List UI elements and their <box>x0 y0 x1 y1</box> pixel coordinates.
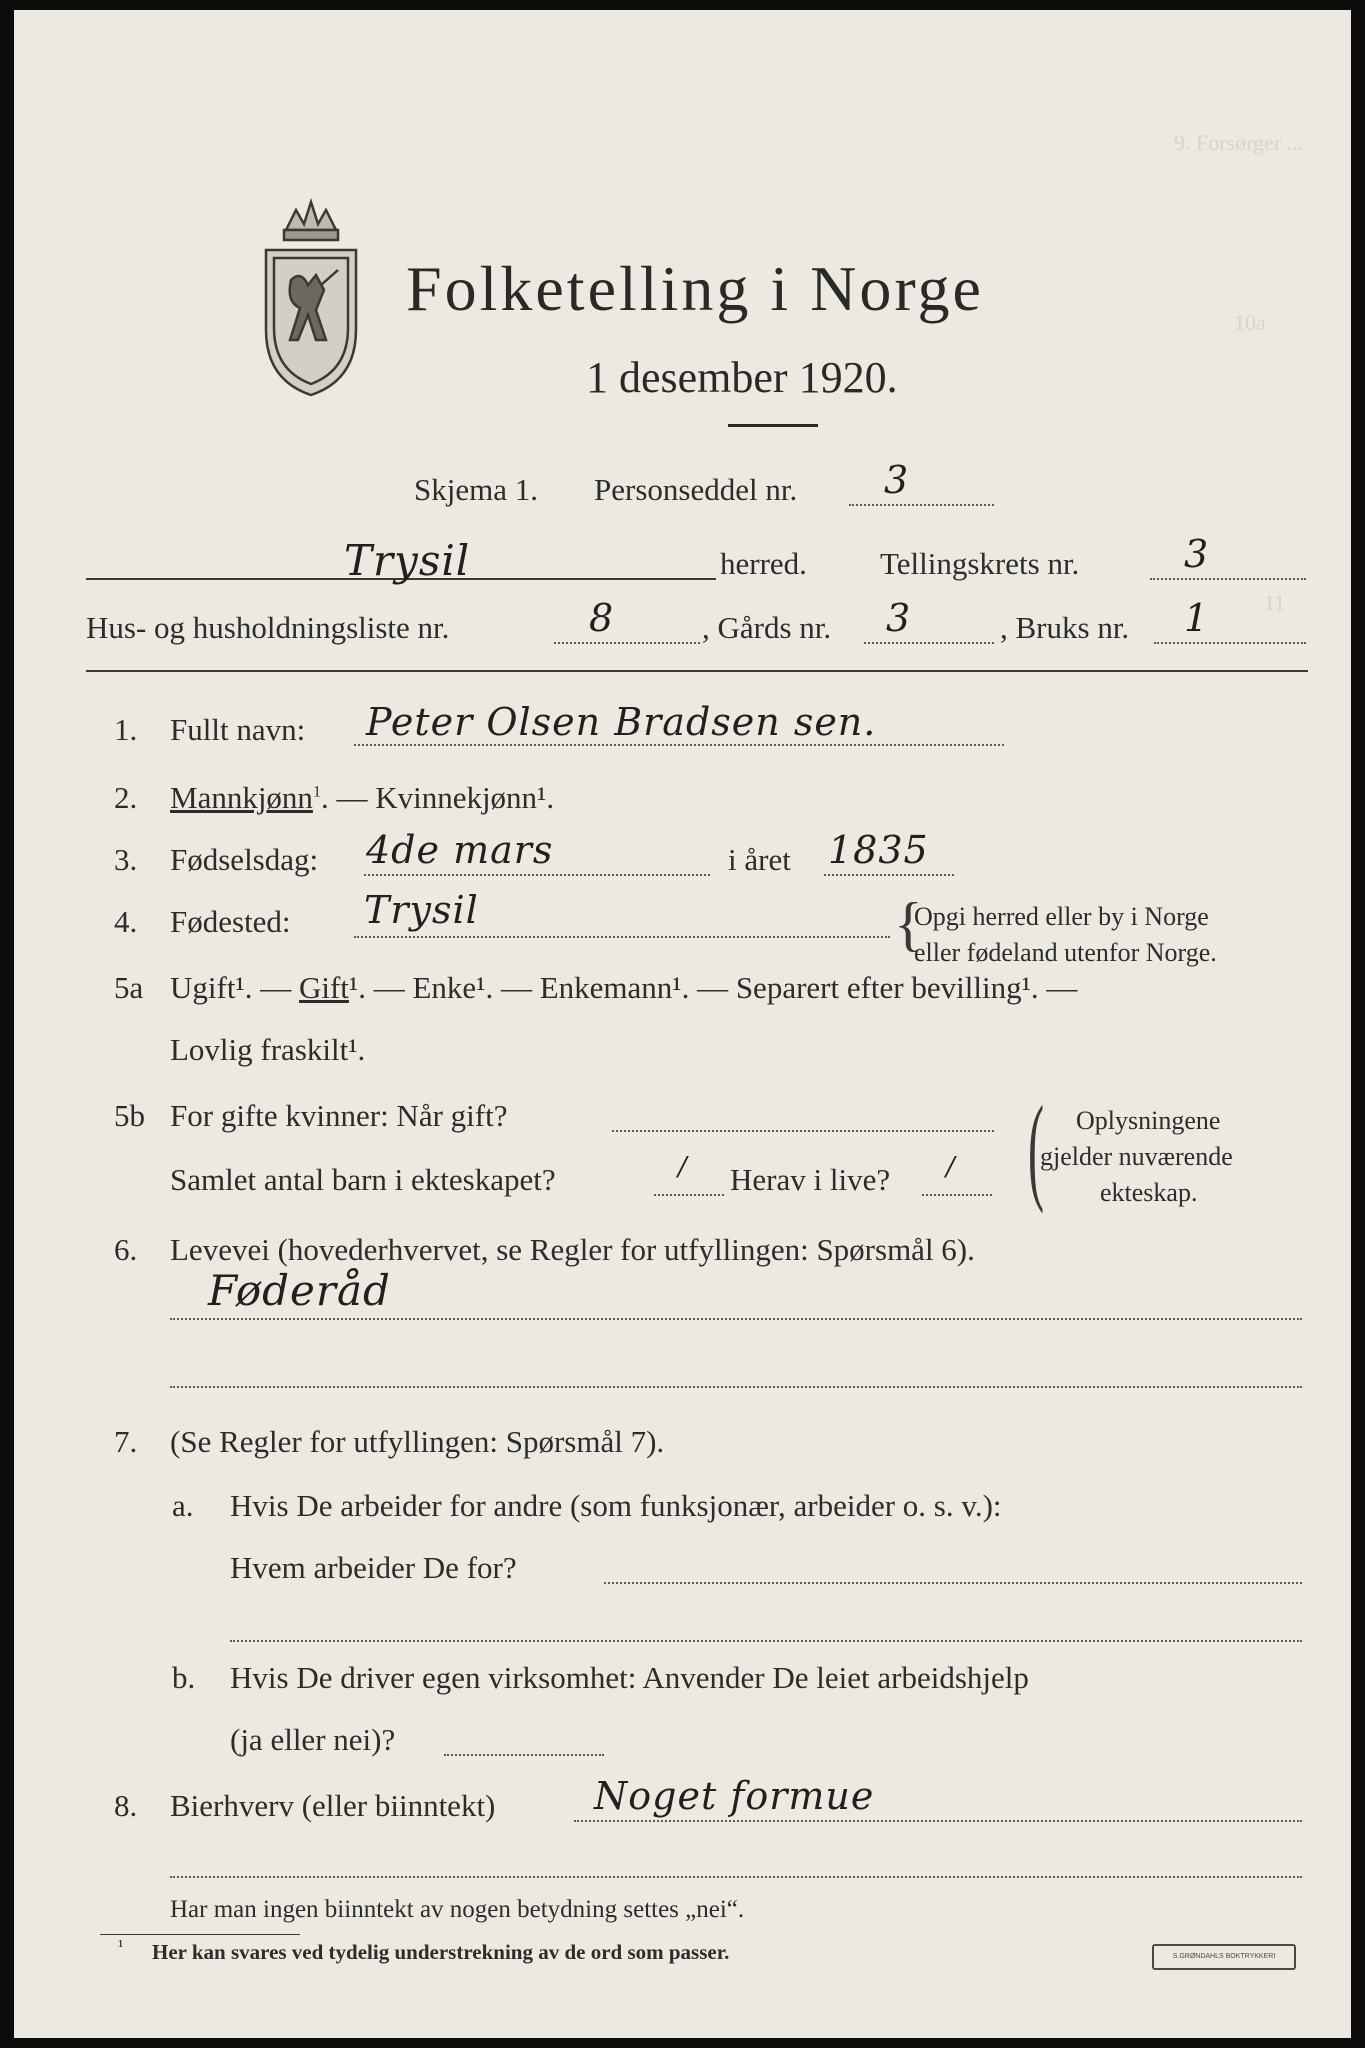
q2-rest[interactable]: . — Kvinnekjønn¹. <box>320 780 555 815</box>
q5b-note-2: gjelder nuværende <box>1040 1142 1233 1171</box>
q1-line <box>354 744 1004 746</box>
q1-value[interactable]: Peter Olsen Bradsen sen. <box>366 700 877 744</box>
q5b-alive-line <box>922 1194 992 1196</box>
q8-number: 8. <box>114 1788 138 1823</box>
q2-mannkjonn[interactable]: Mannkjønn <box>170 780 313 815</box>
personseddel-line <box>849 504 994 506</box>
q3-year-line <box>824 874 954 876</box>
footer-divider <box>100 1934 300 1935</box>
q5a-line2[interactable]: Lovlig fraskilt¹. <box>170 1032 366 1067</box>
q7a-letter: a. <box>172 1488 194 1523</box>
q3-year-label: i året <box>728 842 791 877</box>
gards-value[interactable]: 3 <box>886 596 912 640</box>
q3-year-value[interactable]: 1835 <box>828 828 929 872</box>
q2-number: 2. <box>114 780 138 815</box>
q4-brace: { <box>894 891 923 957</box>
census-form-page: 9. Forsørger ... 10a 11 Folketelling i Norge 1 desember 1920. Skjema 1. Personseddel nr. 3 Trysil herred. Tellingskrets nr. 3 Hus- og husholdningsliste nr. 8 , Gårds nr. 3 , Bruks nr. 1 1. Fullt navn: Peter Olsen Bradsen sen. 2. Mannkjønn$^1$. — Kvinnekjønn¹. 3. Fødselsdag: 4de mars i året 1835 4. Fødested: Trysil { Opgi herred eller by i Norge eller fødeland utenfor Norge. 5a Ugift¹. — Gift¹. — Enke¹. — Enkemann¹. — Separert efter bevilling¹. — Lovlig fraskilt¹. 5b For gifte kvinner: Når gift? Samlet antal barn i ekteskapet? / Herav i live? / ( Oplysningene gjelder nuværende ekteskap. 6. Levevei (hovederhvervet, se Regler for utfyllingen: Spørsmål 6). Føderåd 7. (Se Regler for utfyllingen: Spørsmål 7). a. Hvis De arbeider for andre (som funksjonær, arbeider o. s. v.): Hvem arbeider De for? b. Hvis De driver egen virksomhet: Anvender De leiet arbeidshjelp (ja eller nei)? 8. Bierhverv (eller biinntekt) Noget formue Har man ingen biinntekt av nogen betydning settes „nei“. ¹ Her kan svares ved tydelig understrekning av de ord som passer. S.GRØNDAHLS BOKTRYKKERI <box>14 10 1351 2038</box>
title-divider <box>728 424 818 427</box>
q7a-line2: Hvem arbeider De for? <box>230 1550 517 1585</box>
q2-sup: 1 <box>312 783 321 801</box>
tellingskrets-label: Tellingskrets nr. <box>880 546 1080 581</box>
q3-day-value[interactable]: 4de mars <box>366 828 554 872</box>
personseddel-label: Personseddel nr. <box>594 472 798 507</box>
q7a-line-2 <box>230 1640 1302 1642</box>
q5b-children-value[interactable]: / <box>678 1152 688 1182</box>
q5a-gift[interactable]: Gift <box>298 970 349 1005</box>
footer-note: Har man ingen biinntekt av nogen betydning settes „nei“. <box>170 1896 745 1923</box>
herred-label: herred. <box>720 546 807 581</box>
q3-number: 3. <box>114 842 138 877</box>
q5b-number: 5b <box>114 1098 145 1133</box>
q7b-line1: Hvis De driver egen virksomhet: Anvender De leiet arbeidshjelp <box>230 1660 1029 1695</box>
q2-text <box>170 780 554 816</box>
q5b-note-3: ekteskap. <box>1100 1178 1198 1207</box>
q5b-children-line <box>654 1194 724 1196</box>
q3-label: Fødselsdag: <box>170 842 319 877</box>
printer-stamp <box>1152 1944 1296 1970</box>
q7a-line1: Hvis De arbeider for andre (som funksjonær, arbeider o. s. v.): <box>230 1488 1002 1523</box>
q5b-brace: ( <box>1027 1081 1044 1214</box>
norway-coat-of-arms-icon <box>246 190 376 400</box>
q7a-line <box>604 1582 1302 1584</box>
printer-stamp-text: S.GRØNDAHLS BOKTRYKKERI <box>1172 1953 1276 1960</box>
footnote-mark: ¹ <box>118 1936 124 1956</box>
q4-number: 4. <box>114 904 138 939</box>
q5b-alive-value[interactable]: / <box>946 1152 956 1182</box>
q5b-when-line <box>612 1130 994 1132</box>
bruks-line <box>1154 642 1306 644</box>
q3-day-line <box>364 874 710 876</box>
q5b-children-label: Samlet antal barn i ekteskapet? <box>170 1162 556 1197</box>
hus-value[interactable]: 8 <box>589 596 615 640</box>
hus-line <box>554 642 700 644</box>
q4-label: Fødested: <box>170 904 291 939</box>
q6-value[interactable]: Føderåd <box>208 1266 391 1315</box>
form-title: Folketelling i Norge <box>406 253 984 324</box>
form-date: 1 desember 1920. <box>586 353 898 402</box>
gards-line <box>864 642 994 644</box>
q6-number: 6. <box>114 1232 138 1267</box>
q5a-rest[interactable]: ¹. — Enke¹. — Enkemann¹. — Separert efter bevilling¹. — <box>348 970 1078 1005</box>
footnote-text: Her kan svares ved tydelig understrekning av de ord som passer. <box>152 1940 730 1964</box>
q6-line-2 <box>170 1386 1302 1388</box>
section-divider <box>86 670 1308 672</box>
q6-label: Levevei (hovederhvervet, se Regler for utfyllingen: Spørsmål 6). <box>170 1232 975 1267</box>
q5b-line1: For gifte kvinner: Når gift? <box>170 1098 508 1133</box>
bruks-label: , Bruks nr. <box>1000 610 1130 645</box>
q4-line <box>354 936 890 938</box>
q4-note-1: Opgi herred eller by i Norge <box>914 902 1209 931</box>
personseddel-value[interactable]: 3 <box>884 458 910 502</box>
q7b-line <box>444 1754 604 1756</box>
q4-note-2: eller fødeland utenfor Norge. <box>914 938 1217 967</box>
bruks-value[interactable]: 1 <box>1184 596 1210 640</box>
q1-label: Fullt navn: <box>170 712 306 747</box>
q5a-number: 5a <box>114 970 144 1005</box>
q1-number: 1. <box>114 712 138 747</box>
gards-label: , Gårds nr. <box>702 610 832 645</box>
q7-number: 7. <box>114 1424 138 1459</box>
q7-label: (Se Regler for utfyllingen: Spørsmål 7). <box>170 1424 665 1459</box>
q7b-letter: b. <box>172 1660 196 1695</box>
q5b-note-1: Oplysningene <box>1076 1106 1221 1135</box>
q8-label: Bierhverv (eller biinntekt) <box>170 1788 496 1823</box>
tellingskrets-line <box>1150 578 1306 580</box>
herred-value[interactable]: Trysil <box>344 536 471 585</box>
q5a-ugift[interactable]: Ugift¹. — <box>170 970 299 1005</box>
q8-line <box>574 1820 1302 1822</box>
q4-value[interactable]: Trysil <box>364 888 479 932</box>
q8-line-2 <box>170 1876 1302 1878</box>
q6-line-1 <box>170 1318 1302 1320</box>
q5b-alive-label: Herav i live? <box>730 1162 891 1197</box>
skjema-label: Skjema 1. <box>414 472 538 507</box>
q5a-text <box>170 970 1077 1006</box>
hus-label: Hus- og husholdningsliste nr. <box>86 610 450 645</box>
q7b-line2: (ja eller nei)? <box>230 1722 396 1757</box>
tellingskrets-value[interactable]: 3 <box>1184 532 1210 576</box>
q8-value[interactable]: Noget formue <box>594 1774 875 1818</box>
